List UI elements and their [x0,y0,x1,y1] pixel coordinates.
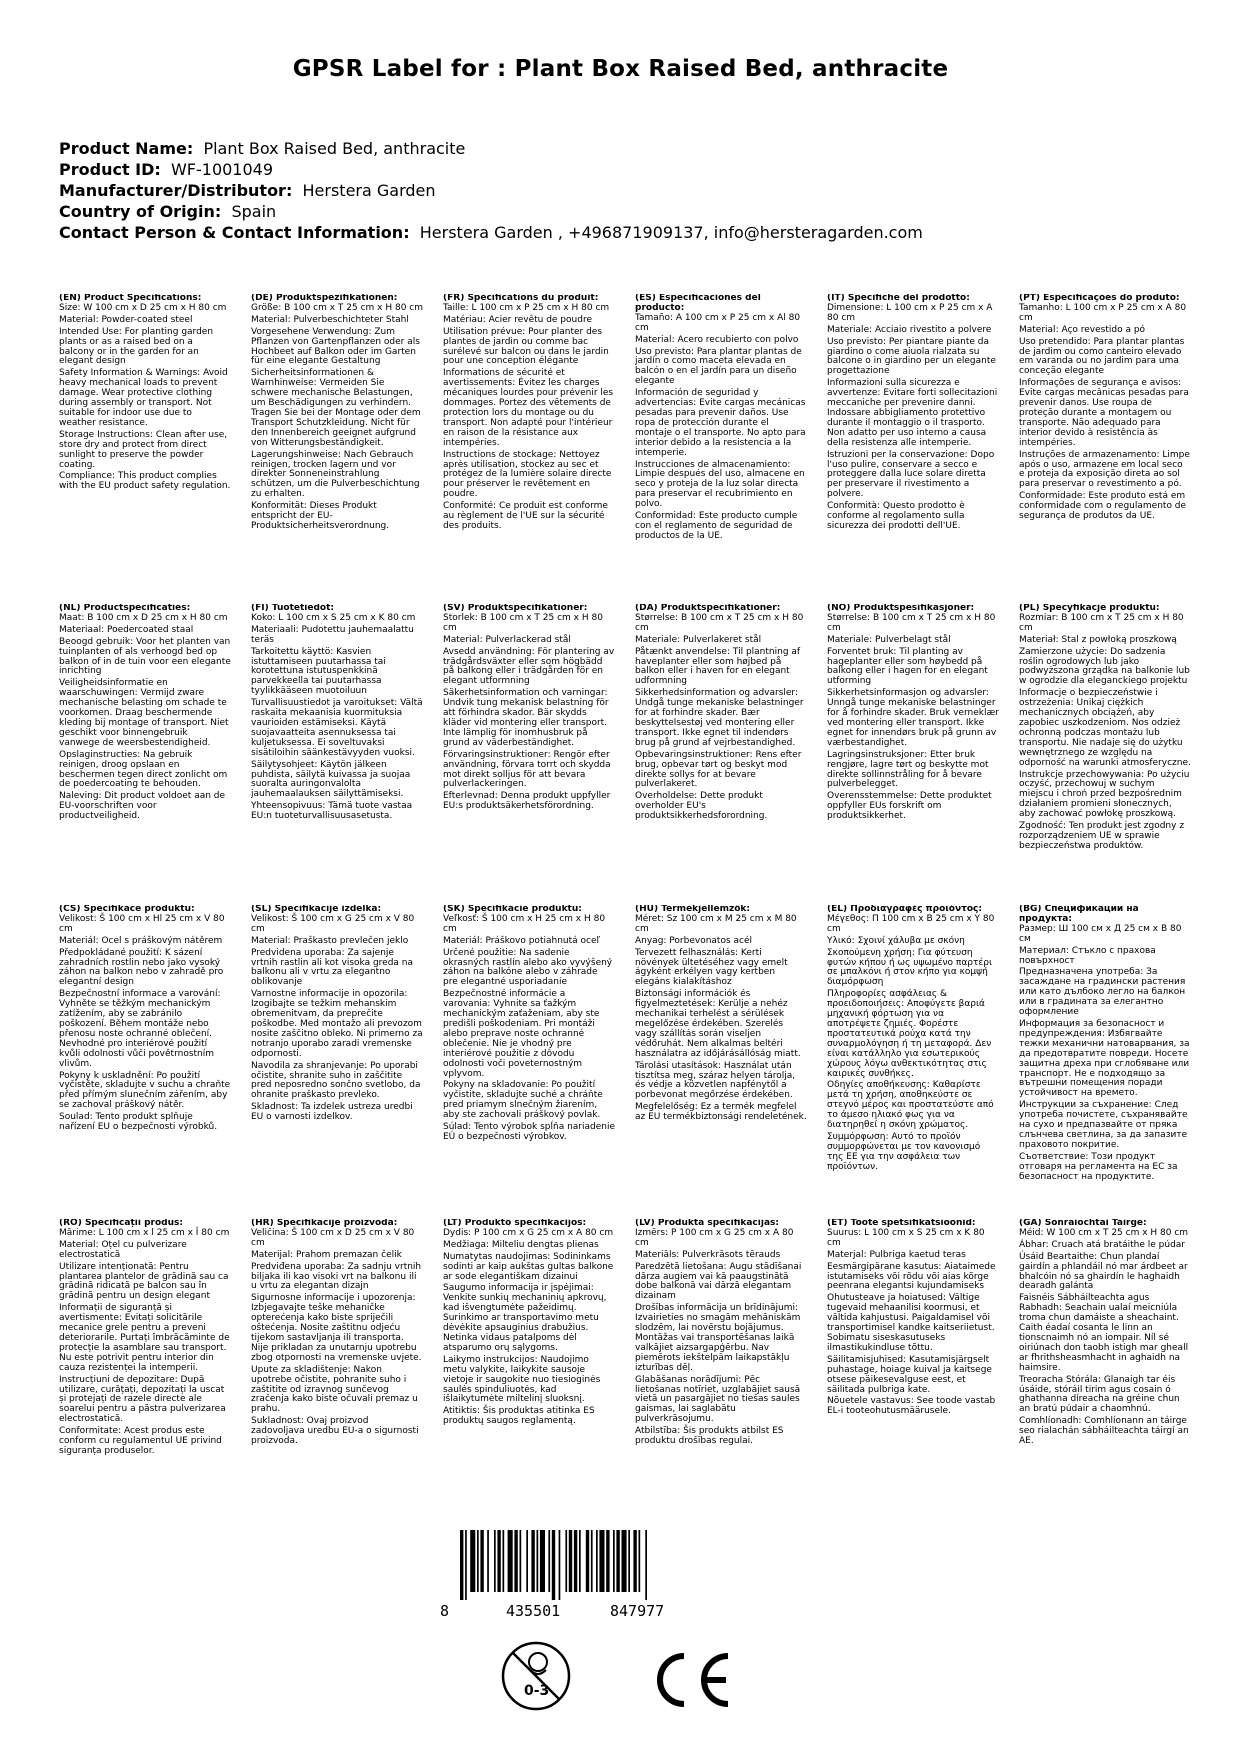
spec-storage: Treoracha Stórála: Glanaigh tar éis úsáide, stóráil tirim agus cosain ó ghathanna díreacha na gréine chun an bratú púdair a chaomhnú. [1019,1374,1180,1415]
spec-size: Tamaño: A 100 cm x P 25 cm x Al 80 cm [635,312,801,333]
barcode-bar [537,1530,539,1592]
manufacturer-row [59,180,923,201]
language-block [443,604,615,814]
spec-compliance: Naleving: Dit product voldoet aan de EU-voorschriften voor productveiligheid. [59,791,226,822]
spec-storage: Navodila za shranjevanje: Po uporabi očistite, shranite suho in zaščitite pred neposredno sončno svetlobo, da ohranite praškasto prevleko. [251,1060,421,1101]
language-block [251,1219,423,1449]
barcode-bar [497,1530,500,1592]
barcode-digit-group: 847977 [610,1602,665,1620]
language-block [251,294,423,534]
spec-safety: Informazioni sulla sicurezza e avvertenze: Evitare forti sollecitazioni meccaniche per prevenire danni. Indossare abbigliamento protettivo durante il montaggio o il trasporto. Non adatto per uso interno a causa della resistenza alle intemperie. [827,378,998,448]
spec-compliance: Skladnost: Ta izdelek ustreza uredbi EU o varnosti izdelkov. [251,1102,413,1123]
spec-storage: Οδηγίες αποθήκευσης: Καθαρίστε μετά τη χρήση, αποθηκεύστε σε στεγνό μέρος και προστατεύστε από το άμεσο ηλιακό φως για να διατηρηθεί η σκόνη χρώματος. [827,1080,994,1131]
barcode-bar [639,1530,641,1592]
spec-size: Größe: B 100 cm x T 25 cm x H 80 cm [251,302,423,313]
product-name-row [59,138,923,159]
language-block [59,905,231,1135]
product-info [59,138,923,243]
language-heading: (SK) Špecifikácie produktu: [443,905,582,914]
spec-safety: Información de seguridad y advertencias: Evite cargas mecánicas pesadas para prevenir daños. Use ropa de protección durante el montaje o el transporte. No apto para interior debido a la resistencia a la intemperie. [635,388,806,458]
spec-material: Material: Pulverbeschichteter Stahl [251,314,409,325]
spec-safety: Sikkerhedsinformation og advarsler: Undgå tunge mekaniske belastninger for at forhindre skader. Bær beskyttelsestøj ved montering eller transport. Ikke egnet til indendørs brug på grund af vejrbestandighed. [635,688,804,748]
spec-safety: Sigurnosne informacije i upozorenja: Izbjegavajte teške mehaničke opterećenja kako biste spriječili oštećenja. Nosite zaštitnu odjeću tijekom sastavljanja ili transporta. Nije prikladan za unutarnju upotrebu zbog otpornosti na vremenske uvjete. [251,1293,422,1363]
spec-storage: Instructions de stockage: Nettoyez après utilisation, stockez au sec et protégez de la lumière solaire directe pour préserver le revêtement en poudre. [443,449,612,500]
barcode-bar [569,1530,572,1592]
spec-compliance: Conformitate: Acest produs este conform cu regulamentul UE privind siguranța produselor. [59,1426,222,1456]
spec-storage: Upute za skladištenje: Nakon upotrebe očistite, pohranite suho i zaštitite od izravnog sunčevog zračenja kako biste očuvali premaz u prahu. [251,1364,418,1415]
spec-compliance: Megfelelőség: Ez a termék megfelel az EU termékbiztonsági rendeletének. [635,1102,807,1123]
spec-material: Material: Aço revestido a pó [1019,324,1146,335]
barcode-bar [470,1530,475,1592]
language-block [59,294,231,494]
spec-safety: Ohutusteave ja hoiatused: Vältige tugevaid mehaanilisi koormusi, et vältida kahjustusi. Paigaldamisel või transportimisel kandke kaitseriietust. Sobimatu siseskasutuseks ilmastikukindluse tõttu. [827,1293,995,1353]
spec-material: Materiał: Stal z powłoką proszkową [1019,634,1177,645]
age-warning-label: 0-3 [524,1683,550,1699]
language-heading: (LT) Produkto specifikacijos: [443,1219,587,1228]
spec-size: Koko: L 100 cm x S 25 cm x K 80 cm [251,612,416,623]
barcode-bar [552,1530,555,1600]
language-heading: (SL) Specifikacije izdelka: [251,905,382,914]
spec-use: Uso previsto: Para plantar plantas de jardín o como maceta elevada en balcón o en el jardín para un diseño elegante [635,346,802,387]
spec-size: Størrelse: B 100 cm x T 25 cm x H 80 cm [827,612,996,633]
origin-label: Country of Origin: [59,202,222,221]
origin-row [59,201,923,222]
spec-use: Predviđena uporaba: Za sadnju vrtnih biljaka ili kao visoki vrt na balkonu ili u vrtu za elegantan dizajn [251,1261,422,1292]
spec-safety: Turvallisuustiedot ja varoitukset: Vältä raskaita mekaanisia kuormituksia vaurioiden estämiseksi. Käytä suojavaatteita asennuksessa tai kuljetuksessa. Ei soveltuvaksi sisätiloihin säänkestävyyden vuoksi. [251,698,423,758]
spec-safety: Säkerhetsinformation och varningar: Undvik tung mekanisk belastning för att förhindra skador. Bär skydds kläder vid montering eller transport. Inte lämplig för inomhusbruk på grund av väderbeständighet. [443,688,609,748]
spec-use: Tervezett felhasználás: Kerti növények ültetéséhez vagy emelt ágyként erkélyen vagy kertben elegáns kialakításhoz [635,947,788,988]
spec-compliance: Konformität: Dieses Produkt entspricht der EU-Produktsicherheitsverordnung. [251,501,390,531]
product-id-row [59,159,923,180]
spec-safety: Drošības informācija un brīdinājumi: Izvairieties no smagām mehāniskām slodzēm, lai novērstu bojājumus. Montāžas vai transportēšanas laikā valkājiet aizsargapģērbu. Nav piemērots iekštelpām laikapstākļu izturības dēļ. [635,1303,801,1373]
spec-size: Maat: B 100 cm x D 25 cm x H 80 cm [59,612,228,623]
spec-size: Veličina: Š 100 cm x D 25 cm x V 80 cm [251,1227,415,1248]
spec-use: Eesmärgipärane kasutus: Aiataimede istutamiseks või rõdu või aias kõrge peenrana elegantsi kujundamiseks [827,1261,996,1292]
barcode-bar [487,1530,489,1592]
barcode-bar [540,1530,545,1592]
spec-compliance: Συμμόρφωση: Αυτό το προϊόν συμμορφώνεται με τον κανονισμό της ΕΕ για την ασφάλεια των προϊόντων. [827,1131,981,1172]
product-name-label: Product Name: [59,139,194,158]
spec-safety: Sikkerhetsinformasjon og advarsler: Unngå tunge mekaniske belastninger for å forhindre skader. Bruk verneklær ved montering eller transport. Ikke egnet for innendørs bruk på grunn av værbestandighet. [827,688,999,748]
spec-compliance: Nõuetele vastavus: See toode vastab EL-i tooteohutusmäärusele. [827,1396,996,1417]
spec-safety: Informații de siguranță și avertismente: Evitați solicitările mecanice grele pentru a preveni deteriorarile. Purtați îmbrăcăminte de protecție la asamblare sau transport. Nu este potrivit pentru interior din cauza rezistenței la intemperii. [59,1303,230,1373]
spec-safety: Biztonsági információk és figyelmeztetések: Kerülje a nehéz mechanikai terhelést a sérülések megelőzése érdekében. Szerelés vagy szállítás során viseljen védőruhát. Nem alkalmas beltéri használatra az időjárásállóság miatt. [635,989,801,1059]
spec-use: Uso previsto: Per piantare piante da giardino o come aiuola rialzata su balcone o in giardino per un elegante progettazione [827,336,996,377]
spec-compliance: Overensstemmelse: Dette produktet oppfyller EUs forskrift om produktsikkerhet. [827,791,992,822]
origin-value: Spain [231,202,277,221]
spec-storage: Tárolási utasítások: Használat után tisztítsa meg, száraz helyen tárolja, és védje a közvetlen napfénytől a porbevonat megőrzése érdekében. [635,1060,796,1101]
spec-size: Dydis: P 100 cm x G 25 cm x A 80 cm [443,1227,614,1238]
language-heading: (FR) Spécifications du produit: [443,294,599,303]
barcode-bar [531,1530,534,1592]
spec-compliance: Съответствие: Този продукт отговаря на регламента на ЕС за безопасност на продуктите. [1019,1151,1178,1182]
barcode-bar [465,1530,467,1600]
spec-storage: Säilytysohjeet: Käytön jälkeen puhdista, säilytä kuivassa ja suojaa suoralta auringonvalolta jauhemaalauksen säilyttämiseksi. [251,759,411,800]
spec-use: Paredzētā lietošana: Augu stādīšanai dārza augiem vai kā paaugstinātā dobe balkonā vai dārzā elegantam dizainam [635,1261,802,1302]
language-heading: (EL) Προδιαγραφές προϊόντος: [827,905,982,914]
language-heading: (SV) Produktspecifikationer: [443,604,588,613]
language-block [635,294,807,544]
spec-safety: Sicherheitsinformationen & Warnhinweise: Vermeiden Sie schwere mechanische Belastungen, um Beschädigungen zu verhindern. Tragen Sie bei der Montage oder dem Transport Schutzkleidung. Nicht für den Innenbereich geeignet aufgrund von Witterungsbeständigkeit. [251,368,421,448]
spec-safety: Informações de segurança e avisos: Evite cargas mecânicas pesadas para prevenir danos. Use roupa de proteção durante a montagem ou transporte. Não adequado para interior devido à resistência às intempéries. [1019,378,1189,448]
spec-use: Avsedd användning: För plantering av trädgårdsväxter eller som högbädd på balkong eller i trädgården för en elegant utformning [443,646,615,687]
language-heading: (CS) Specifikace produktu: [59,905,195,914]
spec-size: Size: W 100 cm x D 25 cm x H 80 cm [59,302,227,313]
spec-storage: Pokyny k uskladnění: Po použití vyčistěte, skladujte v suchu a chraňte před přímým slunečním zářením, aby se zachoval práškový nátěr. [59,1070,231,1111]
language-heading: (ES) Especificaciones del producto: [635,294,761,313]
spec-storage: Instrucciones de almacenamiento: Limpie después del uso, almacene en seco y proteja de la luz solar directa para preservar el recubrimiento en polvo. [635,459,805,510]
language-block [251,604,423,824]
spec-use: Vorgesehene Verwendung: Zum Pflanzen von Gartenpflanzen oder als Hochbeet auf Balkon oder im Garten für eine elegante Gestaltung [251,326,420,367]
barcode-bar [565,1530,567,1592]
spec-use: Zamierzone użycie: Do sadzenia roślin ogrodowych lub jako podwyższona grządka na balkonie lub w ogrodzie dla eleganckiego projektu [1019,646,1190,687]
language-block [59,1219,231,1459]
language-grid [59,294,1191,1517]
spec-storage: Säilitamisjuhised: Kasutamisjärgselt puhastage, hoiage kuival ja kaitsege otsese päikesevalguse eest, et säilitada pulbriga kate. [827,1354,992,1395]
spec-safety: Bezpečnostné informácie a varovania: Vyhnite sa ťažkým mechanickým zaťaženiam, aby ste predišli poškodeniam. Pri montáži alebo preprave noste ochranné oblečenie. Nie je vhodný pre interiérové použitie z dôvodu odolnosti voči poveternostným vplyvom. [443,989,600,1079]
barcode-bar [503,1530,505,1592]
barcode-bar [616,1530,619,1592]
language-block [443,1219,615,1429]
barcode-bar [480,1530,483,1592]
spec-compliance: Efterlevnad: Denna produkt uppfyller EU:s produktsäkerhetsförordning. [443,791,611,812]
spec-storage: Instrukcje przechowywania: Po użyciu oczyść, przechowuj w suchym miejscu i chroń przed bezpośrednim działaniem promieni słonecznych, aby zachować powłokę proszkową. [1019,769,1190,820]
spec-storage: Glabāšanas norādījumi: Pēc lietošanas notīriet, uzglabājiet sausā vietā un pasargājiet no tiešas saules gaismas, lai saglabātu pulverkrāsojumu. [635,1374,801,1425]
product-name-value: Plant Box Raised Bed, anthracite [203,139,466,158]
barcode-bar [628,1530,630,1592]
spec-size: Μέγεθος: Π 100 cm x Β 25 cm x Υ 80 cm [827,913,995,934]
spec-material: Materiaal: Poedercoated staal [59,624,194,635]
language-block [443,905,615,1145]
contact-label: Contact Person & Contact Information: [59,223,410,242]
language-block [827,604,999,824]
spec-size: Storlek: B 100 cm x T 25 cm x H 80 cm [443,612,603,633]
language-block [827,905,999,1175]
spec-compliance: Conformidad: Este producto cumple con el reglamento de seguridad de productos de la UE. [635,511,798,541]
spec-size: Размер: Ш 100 см x Д 25 см x В 80 см [1019,923,1182,944]
spec-use: Numatytas naudojimas: Sodininkams sodinti ar kaip aukštas gultas balkone ar sode elegantiškam dizainui [443,1251,614,1282]
barcode-bar [579,1530,581,1592]
barcode-bar [633,1530,636,1592]
barcode-bar [526,1530,528,1592]
product-id-label: Product ID: [59,160,161,179]
spec-material: Material: Acero recubierto con polvo [635,334,799,345]
spec-use: Σκοπούμενη χρήση: Για φύτευση φυτών κήπου ή ως υψωμένο παρτέρι σε μπαλκόνι ή στον κήπο για κομψή διαμόρφωση [827,947,993,988]
spec-safety: Safety Information & Warnings: Avoid heavy mechanical loads to prevent damage. Wear protective clothing during assembly or transport. Not suitable for indoor use due to weather resistance. [59,368,228,428]
spec-storage: Storage Instructions: Clean after use, store dry and protect from direct sunlight to preserve the powder coating. [59,429,228,470]
spec-material: Ábhar: Cruach atá bratáithe le púdar [1019,1239,1186,1250]
language-heading: (DA) Produktspecifikationer: [635,604,781,613]
spec-material: Materiāls: Pulverkrāsots tērauds [635,1249,781,1260]
language-heading: (PT) Especificações do produto: [1019,294,1180,303]
spec-material: Material: Powder-coated steel [59,314,193,325]
page-title: GPSR Label for : Plant Box Raised Bed, anthracite [292,56,949,82]
spec-use: Tarkoitettu käyttö: Kasvien istuttamiseen puutarhassa tai korotettuna istutuspenkkinä parvekkeella tai puutarhassa tyylikkääseen muotoiluun [251,646,386,697]
contact-row [59,222,923,243]
spec-size: Rozmiar: B 100 cm x T 25 cm x H 80 cm [1019,612,1184,633]
spec-storage: Istruzioni per la conservazione: Dopo l'uso pulire, conservare a secco e proteggere dalla luce solare diretta per preservare il rivestimento a polvere. [827,449,995,500]
language-heading: (ET) Toote spetsifikatsioonid: [827,1219,976,1228]
spec-storage: Инструкции за съхранение: След употреба почистете, съхранявайте на сухо и предпазвайте от пряка слънчева светлина, за да запазите праховото покритие. [1019,1100,1188,1150]
barcode-bar [596,1530,598,1592]
spec-material: Materiaali: Pudotettu jauhemaalattu teräs [251,624,414,645]
spec-material: Materjal: Pulbriga kaetud teras [827,1249,966,1260]
language-heading: (GA) Sonraíochtaí Táirge: [1019,1219,1147,1228]
barcode-bar [591,1530,593,1592]
spec-safety: Faisnéis Sábháilteachta agus Rabhadh: Seachain ualaí meicniúla troma chun damáiste a sheachaint. Caith éadaí cosanta le linn an tionscnaimh nó an iompair. Níl sé oiriúnach don taobh istigh mar gheall ar fhrithsheasmhacht in aghaidh na haimsire. [1019,1293,1189,1373]
spec-safety: Πληροφορίες ασφάλειας & προειδοποιήσεις: Αποφύγετε βαριά μηχανική φόρτωση για να αποτρέψετε ζημιές. Φορέστε προστατευτικά ρούχα κατά την συναρμολόγηση ή τη μεταφορά. Δεν είναι κατάλληλο για εσωτερικούς χώρους λόγω ανθεκτικότητας στις καιρικές συνθήκες. [827,989,992,1079]
spec-size: Tamanho: L 100 cm x P 25 cm x A 80 cm [1019,302,1187,323]
spec-size: Veľkosť: Š 100 cm x H 25 cm x H 80 cm [443,913,606,934]
spec-compliance: Conformité: Ce produit est conforme au règlement de l'UE sur la sécurité des produits. [443,501,608,531]
spec-storage: Lagerungshinweise: Nach Gebrauch reinigen, trocken lagern und vor direkter Sonneneinstrahlung schützen, um die Pulverbeschichtung zu erhalten. [251,449,420,500]
spec-material: Materijal: Prahom premazan čelik [251,1249,402,1260]
spec-compliance: Soulad: Tento produkt splňuje nařízení EU o bezpečnosti výrobků. [59,1112,218,1133]
ce-mark-icon [650,1650,732,1710]
spec-storage: Laikymo instrukcijos: Naudojimo metu valykite, laikykite sausoje vietoje ir saugokite nuo tiesioginės saulės spinduliuotės, kad išlaikytumėte miltelinį sluoksnį. [443,1354,601,1405]
language-block [1019,905,1191,1184]
barcode-bar [586,1530,589,1592]
spec-size: Méid: W 100 cm x T 25 cm x H 80 cm [1019,1227,1189,1238]
spec-compliance: Súlad: Tento výrobok spĺňa nariadenie EÚ o bezpečnosti výrobkov. [443,1122,615,1142]
spec-safety: Информация за безопасност и предупреждения: Избягвайте тежки механични натоварвания, за да предотвратите повреди. Носете защитна дреха при сглобяване или транспорт. Не е подходящо за вътрешни помещения поради устойчивост на времето. [1019,1018,1190,1099]
spec-size: Taille: L 100 cm x P 25 cm x H 80 cm [443,302,610,313]
barcode-bar [494,1530,496,1592]
spec-compliance: Yhteensopivuus: Tämä tuote vastaa EU:n tuoteturvallisuusasetusta. [251,801,413,822]
manufacturer-value: Herstera Garden [302,181,436,200]
spec-compliance: Atitiktis: Šis produktas atitinka ES produktų saugos reglamentą. [443,1406,595,1427]
spec-material: Materiale: Acciaio rivestito a polvere [827,324,992,335]
age-warning-icon [500,1640,572,1712]
spec-safety: Informations de sécurité et avertissements: Évitez les charges mécaniques lourdes pour prévenir les dommages. Portez des vêtements de protection lors du montage ou du transport. Non adapté pour l'intérieur en raison de la résistance aux intempéries. [443,368,614,448]
language-block [1019,604,1191,854]
spec-compliance: Conformidade: Este produto está em conformidade com o regulamento de segurança de produtos da UE. [1019,491,1187,522]
language-block [1019,294,1191,524]
barcode-bar [622,1530,627,1592]
language-block [635,905,807,1125]
spec-safety: Bezpečnostní informace a varování: Vyhněte se těžkým mechanickým zatížením, aby se zabránilo poškození. Během montáže nebo přenosu noste ochranné oblečení. Nevhodné pro interiérové použití kvůli odolnosti vůči povětrnostním vlivům. [59,989,221,1069]
spec-compliance: Comhlíonadh: Comhlíonann an táirge seo rialachán sábháilteachta táirgí an AE. [1019,1416,1189,1447]
barcode [440,1530,710,1635]
language-heading: (NL) Productspecificaties: [59,604,191,613]
spec-material: Medžiaga: Milteliu dengtas plienas [443,1239,599,1250]
spec-storage: Instruções de armazenamento: Limpe após o uso, armazene em local seco e proteja da exposição direta ao sol para preservar o revestimento a pó. [1019,449,1190,490]
spec-use: Utilizare intenționată: Pentru plantarea plantelor de grădină sau ca grădină ridicată pe balcon sau în grădină pentru un design elegant [59,1261,229,1302]
spec-size: Mărime: L 100 cm x l 25 cm x Î 80 cm [59,1227,230,1238]
barcode-bar [559,1530,561,1600]
barcode-bar [599,1530,604,1592]
barcode-digit-group: 8 [440,1602,450,1620]
spec-material: Material: Pulverlackerad stål [443,634,571,645]
language-block [635,604,807,824]
contact-value: Herstera Garden , +496871909137, info@hersteragarden.com [419,223,923,242]
spec-material: Materiál: Ocel s práškovým nátěrem [59,935,223,946]
spec-use: Forventet bruk: Til planting av hageplanter eller som høybedd på balkong eller i hagen for en elegant utforming [827,646,988,687]
language-heading: (NO) Produktspesifikasjoner: [827,604,975,613]
spec-use: Beoogd gebruik: Voor het planten van tuinplanten of als verhoogd bed op balkon of in de tuin voor een elegante inrichting [59,636,231,677]
spec-use: Intended Use: For planting garden plants or as a raised bed on a balcony or in the garden for an elegant design [59,326,214,367]
language-heading: (PL) Specyfikacje produktu: [1019,604,1160,613]
spec-storage: Opbevaringsinstruktioner: Rens efter brug, opbevar tørt og beskyt mod direkte sollys for at bevare pulverlakeret. [635,749,802,790]
barcode-digit-group: 435501 [506,1602,561,1620]
language-block [635,1219,807,1449]
barcode-bars [460,1530,700,1600]
spec-storage: Opslaginstructies: Na gebruik reinigen, droog opslaan en beschermen tegen direct zonlicht om de poedercoating te behouden. [59,749,228,790]
spec-compliance: Conformità: Questo prodotto è conforme al regolamento sulla sicurezza dei prodotti dell'UE. [827,501,965,531]
spec-safety: Veiligheidsinformatie en waarschuwingen: Vermijd zware mechanische belasting om schade te voorkomen. Draag beschermende kleding bij montage of transport. Niet geschikt voor binnengebruik vanwege de weersbestendigheid. [59,678,229,748]
barcode-bar [606,1530,609,1592]
barcode-bar [477,1530,479,1592]
spec-compliance: Atbilstība: Šis produkts atbilst ES produktu drošības regulai. [635,1426,784,1447]
spec-use: Předpokládané použití: K sázení zahradních rostlin nebo jako vysoký záhon na balkon nebo v zahradě pro elegantní design [59,947,224,988]
spec-size: Dimensione: L 100 cm x P 25 cm x A 80 cm [827,302,993,323]
barcode-bar [613,1530,615,1592]
language-heading: (BG) Спецификации на продукта: [1019,905,1139,924]
spec-use: Предназначена употреба: За засаждане на градински растения или като дълбоко легло на балкон или в градината за елегантно оформление [1019,967,1186,1018]
spec-storage: Instrucțiuni de depozitare: După utilizare, curățați, depozitați la uscat și protejați de razele directe ale soarelui pentru a păstra pulverizarea electrostatică. [59,1374,226,1425]
product-id-value: WF-1001049 [170,160,274,179]
spec-material: Materiale: Pulverlakeret stål [635,634,762,645]
spec-safety: Varnostne informacije in opozorila: Izogibajte se težkim mehanskim obremenitvam, da preprečite poškodbe. Med montažo ali prevozom nosite zaščitno obleko. Ni primerno za notranjo uporabo zaradi vremenske odpornosti. [251,989,423,1059]
language-block [59,604,231,824]
manufacturer-label: Manufacturer/Distributor: [59,181,293,200]
language-heading: (RO) Specificații produs: [59,1219,183,1228]
language-heading: (LV) Produkta specifikācijas: [635,1219,779,1228]
spec-use: Påtænkt anvendelse: Til plantning af haveplanter eller som højbed på balkon eller i haven for en elegant udformning [635,646,801,687]
spec-compliance: Zgodność: Ten produkt jest zgodny z rozporządzeniem UE w sprawie bezpieczeństwa produktów. [1019,821,1185,851]
spec-size: Izmērs: P 100 cm x G 25 cm x A 80 cm [635,1227,794,1248]
spec-compliance: Sukladnost: Ovaj proizvod zadovoljava uredbu EU-a o sigurnosti proizvoda. [251,1416,419,1447]
spec-material: Υλικό: Σχοινί χάλυβα με σκόνη [827,935,965,946]
spec-size: Méret: Sz 100 cm x M 25 cm x M 80 cm [635,913,797,934]
spec-safety: Saugumo informacija ir įspėjimai: Venkite sunkių mechaninių apkrovų, kad išvengtumėte pažeidimų. Surinkimo ar transportavimo metu dėvėkite apsauginius drabužius. Netinka vidaus patalpoms dėl atsparumo orų sąlygoms. [443,1283,607,1353]
spec-use: Utilisation prévue: Pour planter des plantes de jardin ou comme bac surélevé sur balcon ou dans le jardin pour une conception élégante [443,326,609,367]
spec-material: Anyag: Porbevonatos acél [635,935,753,946]
language-block [1019,1219,1191,1449]
language-block [443,294,615,534]
language-block [827,1219,999,1419]
barcode-bar [645,1530,647,1600]
spec-storage: Pokyny na skladovanie: Po použití vyčistite, skladujte suché a chráňte pred priamym slnečným žiarením, aby ste zachovali práškový povlak. [443,1080,603,1121]
barcode-bar [574,1530,577,1592]
language-heading: (FI) Tuotetiedot: [251,604,335,613]
spec-material: Material: Praškasto prevlečen jeklo [251,935,409,946]
barcode-bar [548,1530,550,1592]
spec-material: Материал: Стъкло с прахова повърхност [1019,945,1156,966]
spec-size: Velikost: Š 100 cm x G 25 cm x V 80 cm [251,913,415,934]
spec-material: Materiale: Pulverbelagt stål [827,634,951,645]
language-heading: (DE) Produktspezifikationen: [251,294,398,303]
spec-material: Materiál: Práškovo potiahnutá oceľ [443,935,600,946]
spec-storage: Lagringsinstruksjoner: Etter bruk rengjøre, lagre tørt og beskytte mot direkte sollinnstråling for å bevare pulverbelegget. [827,749,989,790]
spec-use: Uso pretendido: Para plantar plantas de jardim ou como canteiro elevado em varanda ou no jardim para uma conceção elegante [1019,336,1185,377]
spec-compliance: Compliance: This product complies with the EU product safety regulation. [59,471,231,492]
spec-size: Velikost: Š 100 cm x Hl 25 cm x V 80 cm [59,913,225,934]
spec-size: Suurus: L 100 cm x S 25 cm x K 80 cm [827,1227,985,1248]
language-heading: (EN) Product Specifications: [59,294,202,303]
language-block [251,905,423,1125]
spec-safety: Informacje o bezpieczeństwie i ostrzeżenia: Unikaj ciężkich mechanicznych obciążeń, aby zapobiec uszkodzeniom. Nos odzież ochronną podczas montażu lub transportu. Nie nadaje się do użytku wewnętrznego ze względu na odporność na warunki atmosferyczne. [1019,688,1191,768]
language-heading: (HU) Termékjellemzők: [635,905,751,914]
spec-material: Matériau: Acier revêtu de poudre [443,314,592,325]
barcode-bar [514,1530,517,1592]
spec-use: Predvidena uporaba: Za sajenje vrtnih rastlin ali kot visoka greda na balkonu ali v vrtu za elegantno oblikovanje [251,947,413,988]
language-block [827,294,999,534]
spec-compliance: Overholdelse: Dette produkt overholder EU's produktsikkerhedsforordning. [635,791,768,822]
spec-size: Størrelse: B 100 cm x T 25 cm x H 80 cm [635,612,804,633]
spec-storage: Förvaringsinstruktioner: Rengör efter användning, förvara torrt och skydda mot direkt solljus för att bevara pulverlackeringen. [443,749,611,790]
barcode-bar [520,1530,522,1592]
language-heading: (IT) Specifiche del prodotto: [827,294,970,303]
spec-use: Určené použitie: Na sadenie okrasných rastlín alebo ako vyvýšený záhon na balkóne alebo v záhrade pre elegantné usporiadanie [443,947,613,988]
spec-material: Material: Oțel cu pulverizare electrostatică [59,1239,187,1260]
barcode-bar [460,1530,463,1600]
language-heading: (HR) Specifikacije proizvoda: [251,1219,398,1228]
barcode-bar [508,1530,513,1592]
spec-use: Úsáid Beartaithe: Chun plandaí gairdín a phlandáil nó mar árdbeet ar bhalcóin nó sa ghairdín le haghaidh dearadh galánta [1019,1251,1188,1292]
